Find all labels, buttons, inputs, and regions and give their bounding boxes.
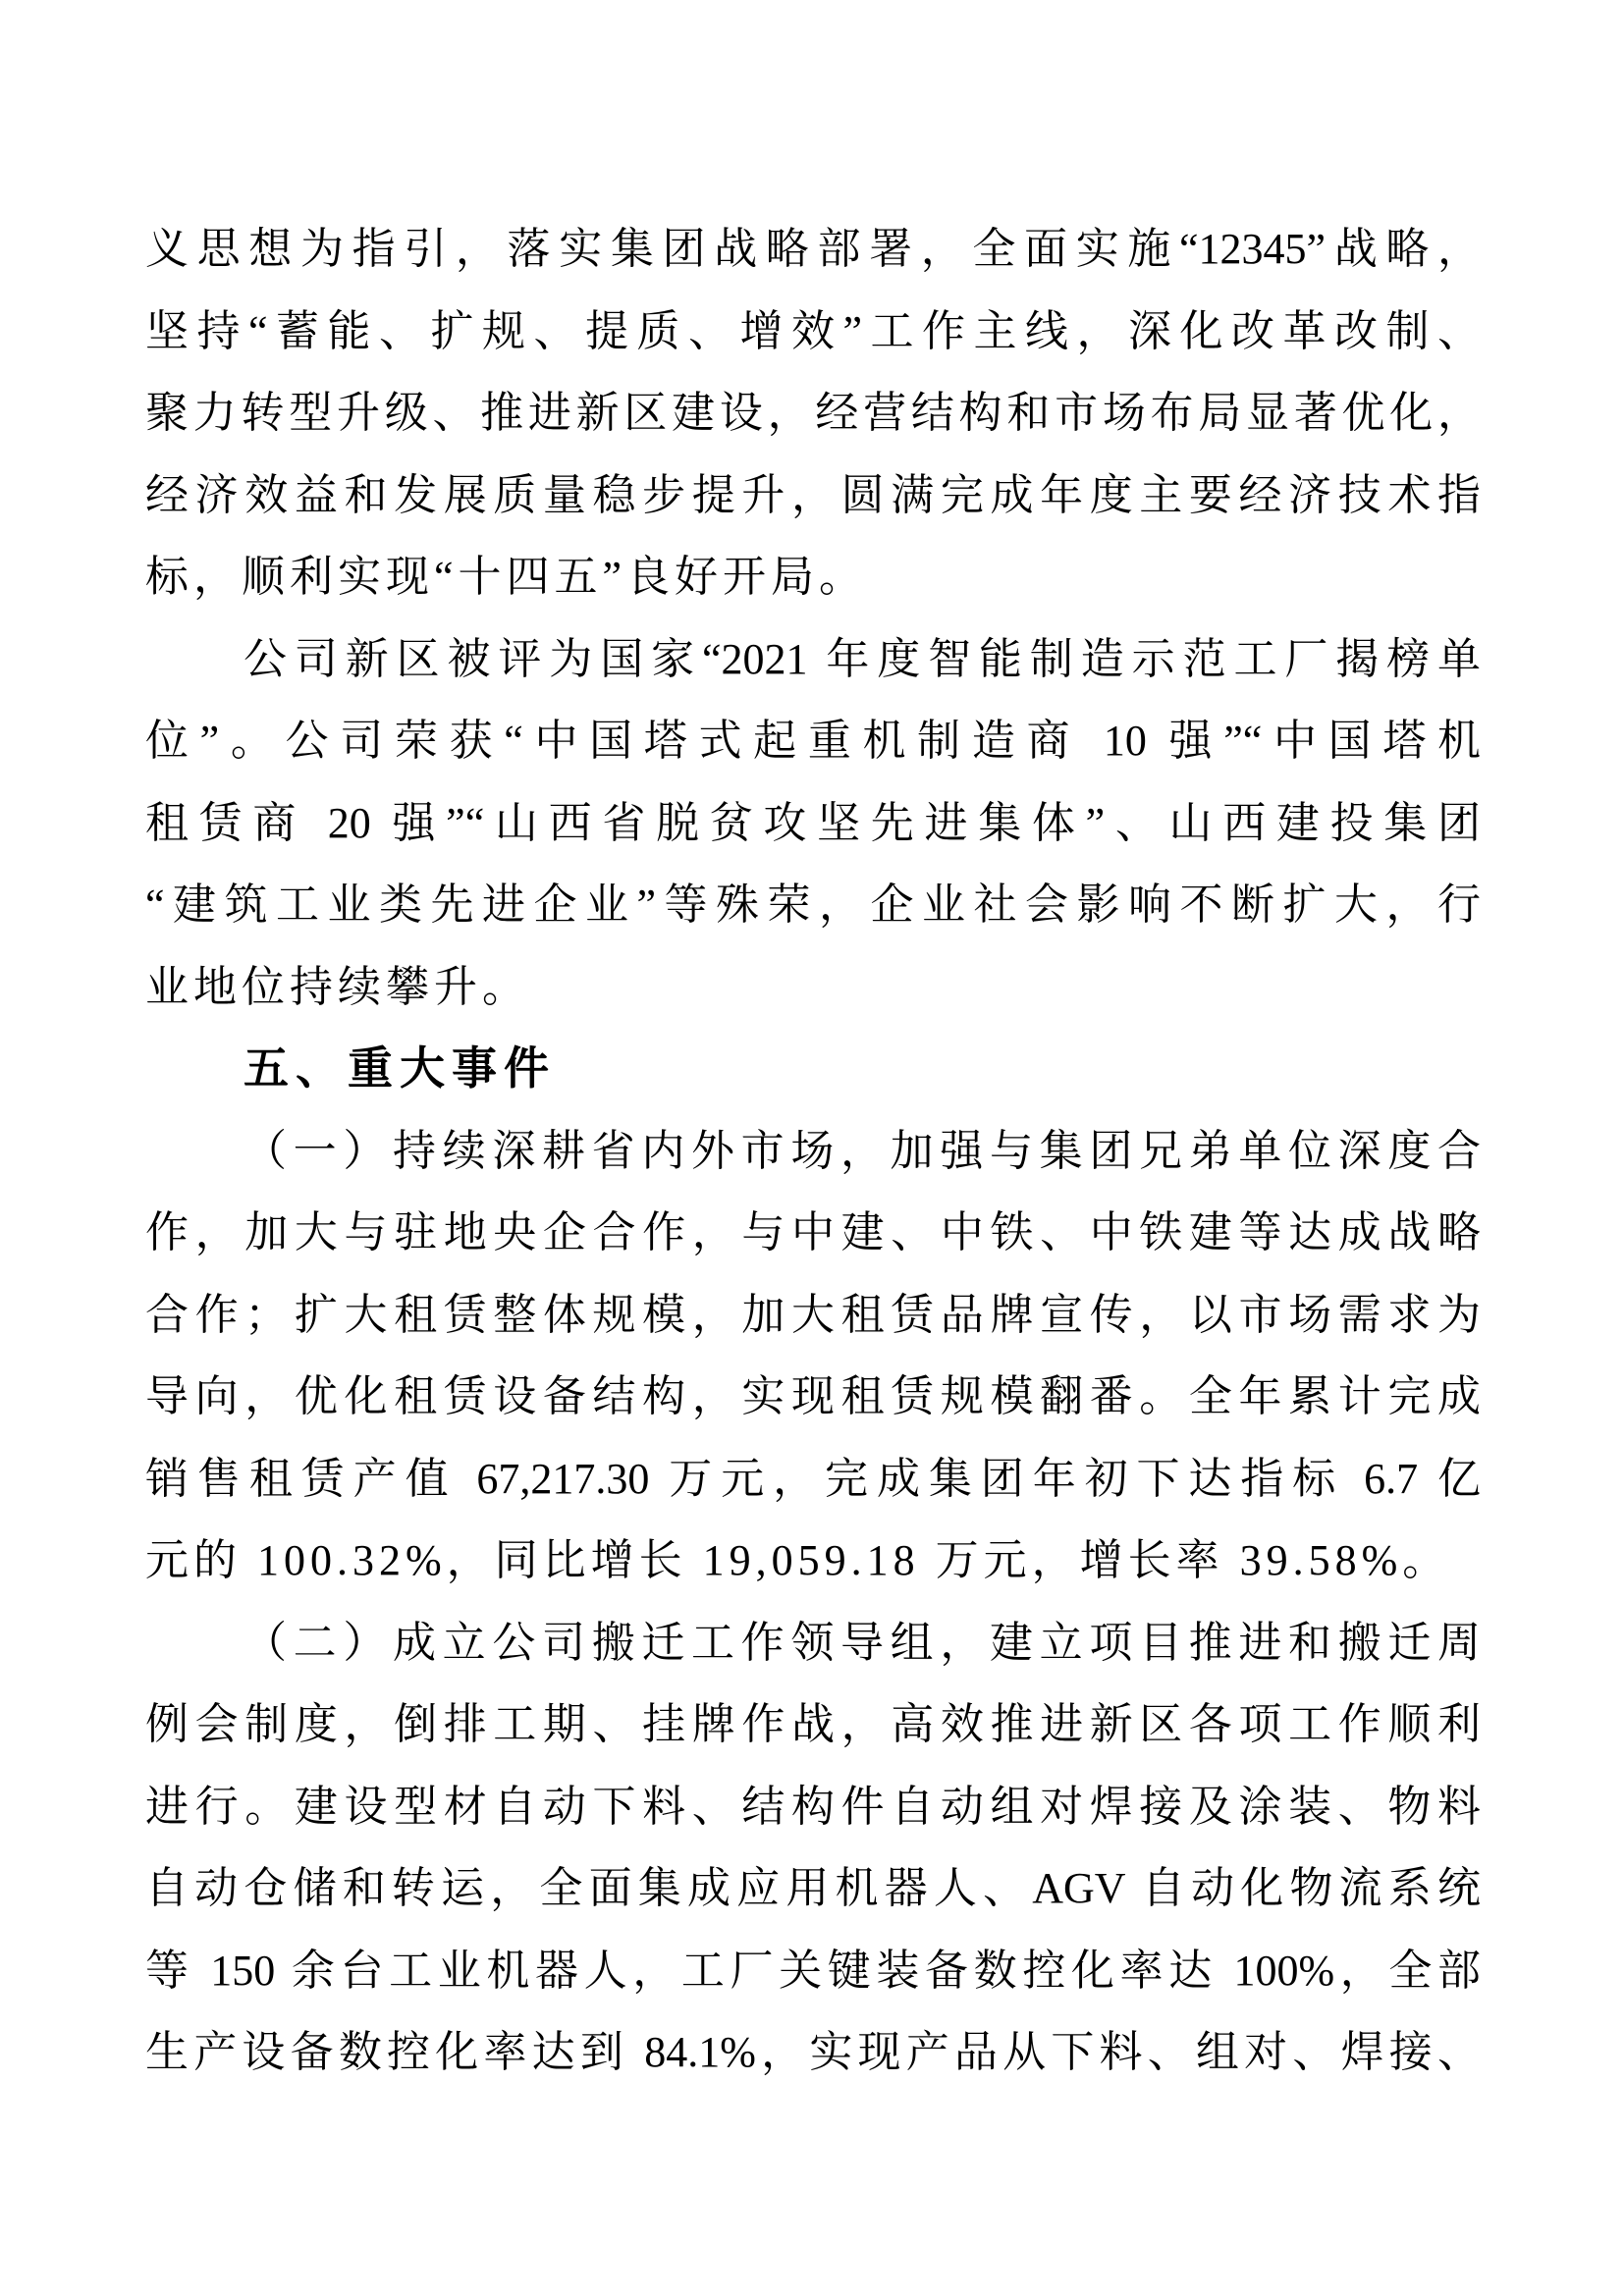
text-line: （一）持续深耕省内外市场，加强与集团兄弟单位深度合 (244, 1126, 1481, 1175)
text-line: 元的 100.32%，同比增长 19,059.18 万元，增长率 39.58%。 (145, 1536, 1451, 1584)
text-line: 销售租赁产值 67,217.30 万元，完成集团年初下达指标 6.7 亿 (145, 1454, 1481, 1503)
text-line: 例会制度，倒排工期、挂牌作战，高效推进新区各项工作顺利 (145, 1700, 1481, 1748)
text-line: 聚力转型升级、推进新区建设，经营结构和市场布局显著优化， (145, 389, 1481, 437)
text-line: 自动仓储和转运，全面集成应用机器人、AGV 自动化物流系统 (145, 1864, 1481, 1912)
text-line: 业地位持续攀升。 (145, 962, 530, 1011)
text-line: 进行。建设型材自动下料、结构件自动组对焊接及涂装、物料 (145, 1782, 1481, 1831)
text-line: 生产设备数控化率达到 84.1%，实现产品从下料、组对、焊接、 (145, 2028, 1481, 2076)
text-line: 位”。公司荣获“中国塔式起重机制造商 10 强”“中国塔机 (145, 717, 1481, 765)
text-line: 经济效益和发展质量稳步提升，圆满完成年度主要经济技术指 (145, 470, 1481, 519)
text-line: 作，加大与驻地央企合作，与中建、中铁、中铁建等达成战略 (145, 1208, 1481, 1256)
text-line: 坚持“蓄能、扩规、提质、增效”工作主线，深化改革改制、 (145, 306, 1481, 355)
document-text-block (145, 208, 1481, 2094)
text-line: 等 150 余台工业机器人，工厂关键装备数控化率达 100%，全部 (145, 1946, 1481, 1995)
text-line: 合作；扩大租赁整体规模，加大租赁品牌宣传，以市场需求为 (145, 1290, 1481, 1339)
text-line: 公司新区被评为国家“2021 年度智能制造示范工厂揭榜单 (244, 634, 1481, 683)
text-line: 义思想为指引，落实集团战略部署，全面实施“12345”战略， (145, 225, 1481, 273)
text-line: “建筑工业类先进企业”等殊荣，企业社会影响不断扩大，行 (145, 881, 1481, 929)
text-line: 租赁商 20 强”“山西省脱贫攻坚先进集体”、山西建投集团 (145, 798, 1481, 847)
text-line: （二）成立公司搬迁工作领导组，建立项目推进和搬迁周 (244, 1618, 1481, 1667)
text-line: 标，顺利实现“十四五”良好开局。 (145, 553, 868, 601)
text-line: 导向，优化租赁设备结构，实现租赁规模翻番。全年累计完成 (145, 1372, 1481, 1420)
section-heading: 五、重大事件 (244, 1042, 556, 1094)
